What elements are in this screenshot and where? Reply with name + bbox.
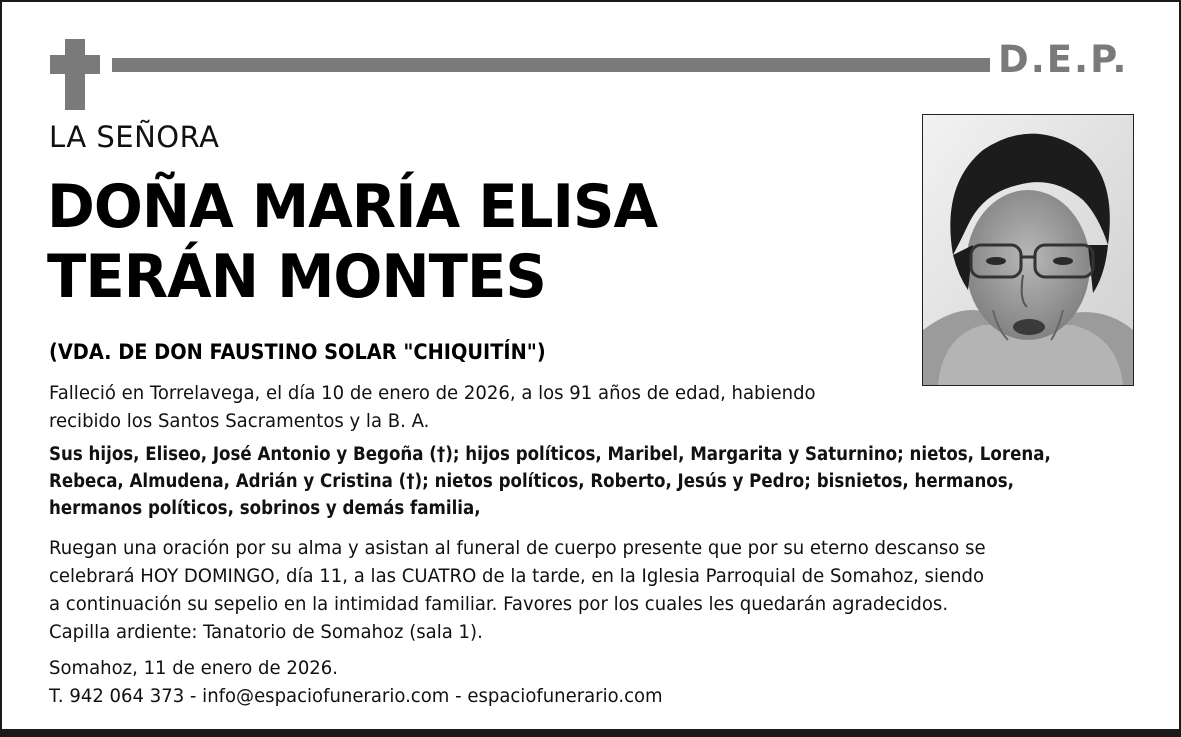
family-line2: Rebeca, Almudena, Adrián y Cristina (†); nietos políticos, Roberto, Jesús y Pedro; bisnietos, hermanos, (49, 471, 1014, 492)
funeral-line3: a continuación su sepelio en la intimidad familiar. Favores por los cuales les quedarán agradecidos. (49, 593, 949, 615)
death-notice-line1: Falleció en Torrelavega, el día 10 de enero de 2026, a los 91 años de edad, habiendo (49, 382, 816, 404)
death-notice-line2: recibido los Santos Sacramentos y la B. A. (49, 410, 430, 432)
funeral-details (49, 534, 986, 646)
portrait-photo (922, 114, 1134, 386)
honorific-prefix: LA SEÑORA (49, 120, 220, 154)
deceased-name-line2: TERÁN MONTES (47, 242, 546, 312)
deceased-name (47, 172, 657, 312)
widow-note: (VDA. DE DON FAUSTINO SOLAR "CHIQUITÍN") (49, 340, 546, 364)
portrait-image (923, 115, 1133, 385)
family-line1: Sus hijos, Eliseo, José Antonio y Begoña (†); hijos políticos, Maribel, Margarita y Saturnino; nietos, Lorena, (49, 444, 1051, 465)
funeral-line2: celebrará HOY DOMINGO, día 11, a las CUATRO de la tarde, en la Iglesia Parroquial de Somahoz, siendo (49, 565, 985, 587)
funeral-line1: Ruegan una oración por su alma y asistan al funeral de cuerpo presente que por su eterno descanso se (49, 537, 986, 559)
contact-info: T. 942 064 373 - info@espaciofunerario.com - espaciofunerario.com (49, 685, 663, 707)
header-rule (112, 58, 990, 72)
deceased-name-line1: DOÑA MARÍA ELISA (47, 172, 658, 242)
family-line3: hermanos políticos, sobrinos y demás familia, (49, 498, 481, 519)
footer (49, 654, 663, 710)
family-list (49, 441, 1051, 522)
dep-label: D.E.P. (998, 38, 1129, 81)
cross-icon-horizontal (50, 55, 100, 74)
place-date: Somahoz, 11 de enero de 2026. (49, 657, 339, 679)
cross-icon-vertical (65, 39, 85, 110)
death-notice-text (49, 379, 816, 435)
funeral-line4: Capilla ardiente: Tanatorio de Somahoz (sala 1). (49, 621, 483, 643)
